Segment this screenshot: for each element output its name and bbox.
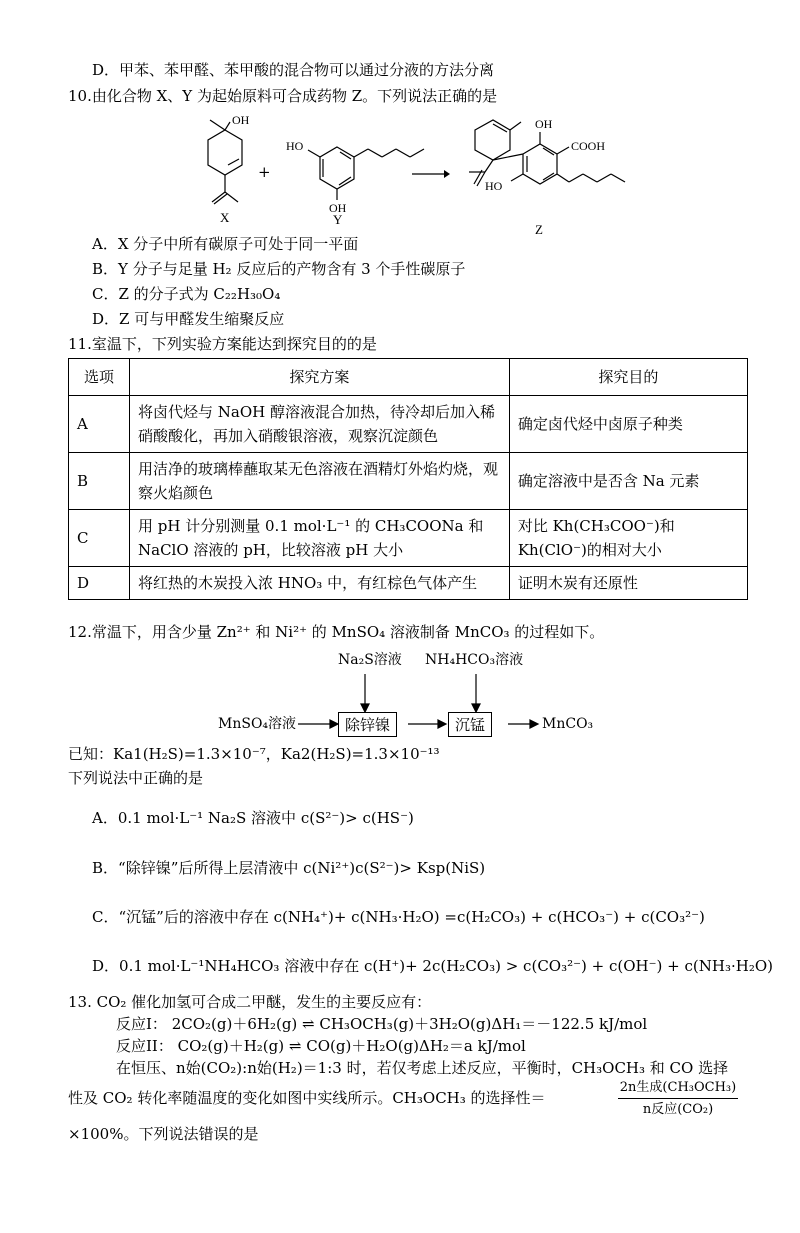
table-header-row (69, 359, 748, 396)
table-row (69, 396, 748, 453)
q12-ask: 下列说法中正确的是 (68, 769, 204, 787)
q13-reaction-2: 反应II： CO₂(g)＋H₂(g) ⇌ CO(g)＋H₂O(g)ΔH₂＝a kJ/mol (116, 1037, 526, 1055)
table-row (69, 567, 748, 600)
q12-option-c: C．“沉锰”后的溶液中存在 c(NH₄⁺)+ c(NH₃·H₂O) =c(H₂CO₃) + c(HCO₃⁻) + c(CO₃²⁻) (92, 908, 705, 926)
q13-text-1: 在恒压、n始(CO₂):n始(H₂)＝1:3 时，若仅考虑上述反应，平衡时，CH₃OCH₃ 和 CO 选择 (116, 1059, 729, 1077)
row-option: B (69, 453, 130, 510)
q10-option-b: B．Y 分子与足量 H₂ 反应后的产物含有 3 个手性碳原子 (92, 260, 466, 278)
molecule-z (455, 110, 655, 240)
selectivity-denominator: n反应(CO₂) (642, 1102, 714, 1117)
x-oh-label: OH (232, 113, 250, 127)
q9-option-d: D．甲苯、苯甲醛、苯甲酸的混合物可以通过分液的方法分离 (92, 61, 495, 79)
z-label: Z (535, 222, 543, 237)
q13-stem: 13. CO₂ 催化加氢可合成二甲醚，发生的主要反应有： (68, 993, 432, 1011)
y-ho-label: HO (286, 139, 304, 153)
q13-text-3: ×100%。下列说法错误的是 (68, 1125, 259, 1143)
header-plan: 探究方案 (130, 359, 510, 396)
row-goal: 证明木炭有还原性 (509, 567, 747, 600)
header-goal: 探究目的 (509, 359, 747, 396)
header-option: 选项 (69, 359, 130, 396)
q10-option-c: C．Z 的分子式为 C₂₂H₃₀O₄ (92, 285, 281, 303)
q13-text-2: 性及 CO₂ 转化率随温度的变化如图中实线所示。CH₃OCH₃ 的选择性＝ (68, 1089, 546, 1107)
flow-input: MnSO₄溶液 (218, 716, 297, 732)
z-oh-label: OH (535, 117, 553, 131)
row-plan: 将卤代烃与 NaOH 醇溶液混合加热，待冷却后加入稀硝酸酸化，再加入硝酸银溶液，观察沉淀颜色 (130, 396, 510, 453)
row-goal: 确定溶液中是否含 Na 元素 (509, 453, 747, 510)
row-option: D (69, 567, 130, 600)
q12-option-a: A．0.1 mol·L⁻¹ Na₂S 溶液中 c(S²⁻)> c(HS⁻) (92, 809, 414, 827)
row-option: A (69, 396, 130, 453)
row-option: C (69, 510, 130, 567)
q12-flow-diagram (210, 648, 630, 743)
flow-output: MnCO₃ (542, 716, 594, 732)
q11-stem: 11.室温下，下列实验方案能达到探究目的的是 (68, 335, 377, 353)
plus-sign: + (258, 163, 271, 181)
q10-option-a: A．X 分子中所有碳原子可处于同一平面 (92, 235, 359, 253)
q13-reaction-1: 反应I： 2CO₂(g)＋6H₂(g) ⇌ CH₃OCH₃(g)＋3H₂O(g)ΔH₁＝－122.5 kJ/mol (116, 1015, 648, 1033)
reagent-nh4hco3: NH₄HCO₃溶液 (425, 652, 524, 668)
q10-stem: 10.由化合物 X、Y 为起始原料可合成药物 Z。下列说法正确的是 (68, 87, 498, 105)
row-plan: 用 pH 计分别测量 0.1 mol·L⁻¹ 的 CH₃COONa 和 NaClO 溶液的 pH，比较溶液 pH 大小 (130, 510, 510, 567)
q12-option-d: D．0.1 mol·L⁻¹NH₄HCO₃ 溶液中存在 c(H⁺)+ 2c(H₂CO₃) > c(CO₃²⁻) + c(OH⁻) + c(NH₃·H₂O) (92, 957, 773, 975)
flow-step-manganese: 沉锰 (448, 712, 492, 737)
q10-option-d: D．Z 可与甲醛发生缩聚反应 (92, 310, 285, 328)
selectivity-numerator: 2n生成(CH₃OCH₃) (618, 1078, 738, 1099)
x-label: X (220, 210, 230, 225)
q12-known: 已知：Ka1(H₂S)=1.3×10⁻⁷，Ka2(H₂S)=1.3×10⁻¹³ (68, 745, 440, 763)
y-oh-label: OH (329, 201, 347, 215)
q12-option-b: B．“除锌镍”后所得上层清液中 c(Ni²⁺)c(S²⁻)> Ksp(NiS) (92, 859, 486, 877)
row-goal: 确定卤代烃中卤原子种类 (509, 396, 747, 453)
flow-step-zinc-nickel: 除锌镍 (338, 712, 397, 737)
row-plan: 将红热的木炭投入浓 HNO₃ 中，有红棕色气体产生 (130, 567, 510, 600)
y-label: Y (333, 212, 343, 227)
row-plan: 用洁净的玻璃棒蘸取某无色溶液在酒精灯外焰灼烧，观察火焰颜色 (130, 453, 510, 510)
reagent-na2s: Na₂S溶液 (338, 652, 402, 668)
table-row (69, 510, 748, 567)
row-goal: 对比 Kh(CH₃COO⁻)和 Kh(ClO⁻)的相对大小 (509, 510, 747, 567)
z-cooh-label: COOH (571, 139, 606, 153)
molecule-x (180, 110, 270, 225)
q11-table (68, 358, 748, 600)
reaction-arrow (410, 168, 450, 180)
table-row (69, 453, 748, 510)
z-ho-label: HO (485, 179, 503, 193)
q12-stem: 12.常温下，用含少量 Zn²⁺ 和 Ni²⁺ 的 MnSO₄ 溶液制备 MnCO₃ 的过程如下。 (68, 623, 605, 641)
